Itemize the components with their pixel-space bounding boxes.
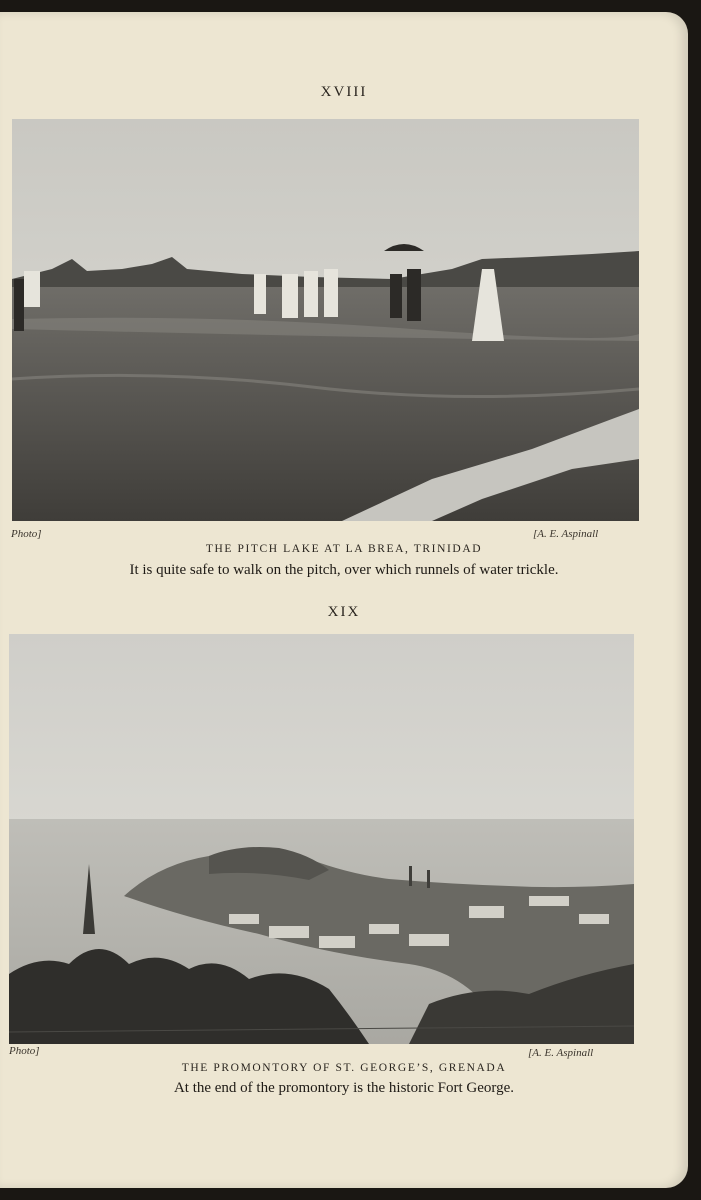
plate-caption: At the end of the promontory is the historic Fort George. (173, 1080, 515, 1096)
photo-credit-label: Photo] (11, 528, 42, 540)
book-page (0, 12, 688, 1188)
photo-credit-label: Photo] (9, 1045, 40, 1057)
plate-title: THE PROMONTORY OF ST. GEORGE’S, GRENADA (181, 1062, 507, 1074)
st-georges-photo (9, 634, 634, 1044)
plate-number: XVIII (320, 84, 368, 100)
photographer-credit: [A. E. Aspinall (528, 1047, 594, 1059)
pitch-lake-photo (12, 119, 639, 521)
plate-caption: It is quite safe to walk on the pitch, over which runnels of water trickle. (129, 562, 559, 578)
plate-title: THE PITCH LAKE AT LA BREA, TRINIDAD (205, 543, 483, 555)
plate-number: XIX (327, 604, 361, 620)
photographer-credit: [A. E. Aspinall (533, 528, 599, 540)
